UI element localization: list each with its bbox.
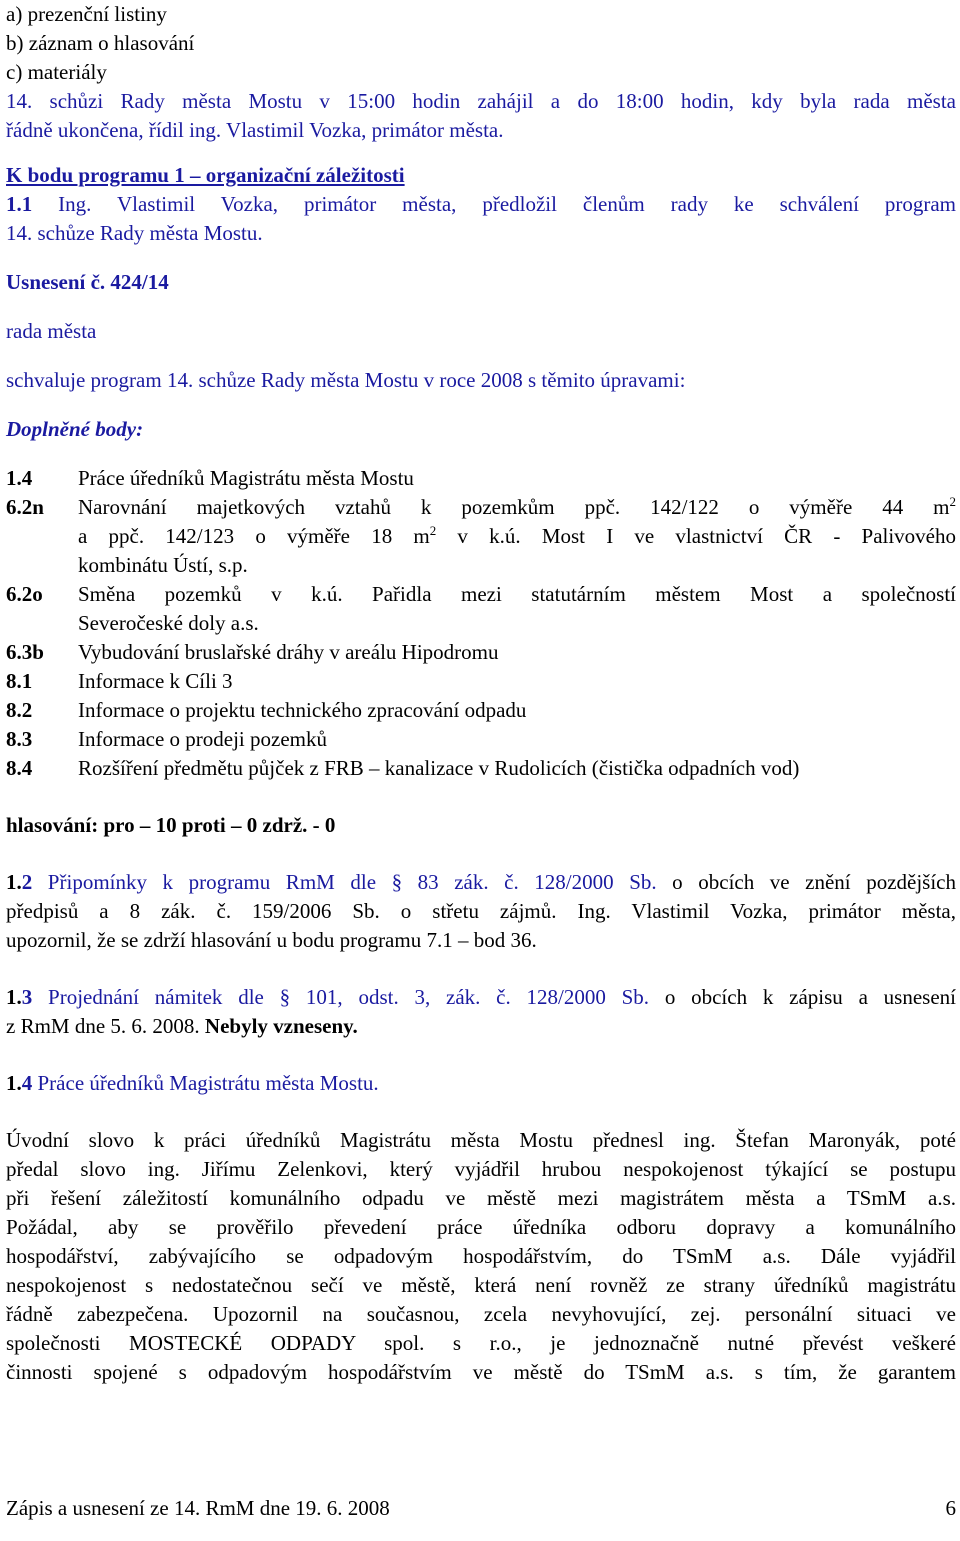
point-1-1-text: Ing. Vlastimil Vozka, primátor města, předložil členům rady ke schválení program: [32, 192, 956, 216]
point-number-blue: 3: [21, 985, 33, 1009]
agenda-item: [6, 638, 956, 667]
point-1-3: [6, 983, 956, 1041]
point-1-2-line-3: upozornil, že se zdrží hlasování u bodu programu 7.1 – bod 36.: [6, 928, 537, 952]
agenda-item-text: Rozšíření předmětu půjček z FRB – kanalizace v Rudolicích (čistička odpadních vod): [78, 756, 800, 780]
point-1-2: [6, 868, 956, 955]
point-number-blue: 2: [21, 870, 33, 894]
point-1-4: [6, 1069, 956, 1098]
point-text: o obcích ve znění pozdějších: [656, 870, 956, 894]
agenda-item-text-line: kombinátu Ústí, s.p.: [78, 553, 248, 577]
point-title: Práce úředníků Magistrátu města Mostu.: [32, 1071, 379, 1095]
body-line: společnosti MOSTECKÉ ODPADY spol. s r.o., je jednoznačně nutné převést veškeré: [6, 1331, 956, 1355]
agenda-list: [6, 464, 956, 783]
agenda-item-text: a ppč. 142/123 o výměře 18 m: [78, 524, 430, 548]
footer-title: Zápis a usnesení ze 14. RmM dne 19. 6. 2008: [6, 1496, 390, 1520]
point-title: Projednání námitek dle § 101, odst. 3, zák. č. 128/2000 Sb.: [32, 985, 650, 1009]
superscript: 2: [429, 523, 437, 538]
agenda-item: [6, 580, 956, 638]
point-number: 1.: [6, 870, 22, 894]
agenda-item-text: Informace k Cíli 3: [78, 669, 233, 693]
body-line: při řešení záležitostí komunálního odpadu ve městě mezi magistrátem města a TSmM a.s.: [6, 1186, 956, 1210]
point-1-4-title: [6, 1069, 956, 1098]
body-line: předal slovo ing. Jiřímu Zelenkovi, který vyjádřil hrubou nespokojenost týkající se postupu: [6, 1157, 956, 1181]
point-number-blue: 4: [21, 1071, 33, 1095]
body-line: hospodářství, zabývajícího se odpadovým hospodářstvím, do TSmM a.s. Dále vyjádřil: [6, 1244, 956, 1268]
point-number: 1.: [6, 985, 22, 1009]
meeting-line-1: 14. schůzi Rady města Mostu v 15:00 hodin zahájil a do 18:00 hodin, kdy byla rada města: [6, 89, 956, 113]
page-footer: [6, 1494, 956, 1523]
body-line: řádně zabezpečena. Upozornil na současnou, zcela nevyhovující, zej. personální situaci ve: [6, 1302, 956, 1326]
superscript: 2: [949, 494, 956, 509]
meeting-line-2: řádně ukončena, řídil ing. Vlastimil Vozka, primátor města.: [6, 118, 504, 142]
agenda-item-number: 6.2o: [6, 582, 43, 606]
agenda-item: [6, 493, 956, 580]
agenda-item-text: Informace o projektu technického zpracování odpadu: [78, 698, 527, 722]
point-result: Nebyly vzneseny.: [204, 1014, 358, 1038]
body-line: Požádal, aby se prověřilo převedení práce úředníka odboru dopravy a komunálního: [6, 1215, 956, 1239]
body-line: nespokojenost s nedostatečnou sečí ve městě, která není rovněž ze strany úředníků magistrátu: [6, 1273, 956, 1297]
agenda-item-number: 6.3b: [6, 640, 44, 664]
agenda-item-number: 6.2n: [6, 495, 44, 519]
point-title: Připomínky k programu RmM dle § 83 zák. č. 128/2000 Sb.: [32, 870, 657, 894]
agenda-item-number: 8.3: [6, 727, 33, 751]
added-items-title: Doplněné body:: [6, 417, 144, 441]
council-label: rada města: [6, 319, 97, 343]
agenda-item-number: 8.4: [6, 756, 33, 780]
point-1-4-body: [6, 1126, 956, 1387]
agenda-item-text: v k.ú. Most I ve vlastnictví ČR - Palivového: [436, 524, 957, 548]
page-number: 6: [945, 1496, 956, 1520]
document-page: [6, 0, 956, 1387]
body-line: činnosti spojené s odpadovým hospodářstvím ve městě do TSmM a.s. s tím, že garantem: [6, 1360, 956, 1384]
point-1-2-line-2: předpisů a 8 zák. č. 159/2006 Sb. o střetu zájmů. Ing. Vlastimil Vozka, primátor města,: [6, 899, 956, 923]
agenda-item-text-line: Směna pozemků v k.ú. Pařidla mezi statutárním městem Most a společností: [78, 582, 956, 606]
agenda-item-number: 1.4: [6, 466, 33, 490]
agenda-item-text: Narovnání majetkových vztahů k pozemkům ppč. 142/122 o výměře 44 m: [78, 495, 950, 519]
agenda-item-text: Informace o prodeji pozemků: [78, 727, 327, 751]
agenda-item: [6, 696, 956, 725]
intro-item-a: a) prezenční listiny: [6, 2, 167, 26]
section-1-heading: K bodu programu 1 – organizační záležitosti: [6, 163, 405, 187]
approval-text: schvaluje program 14. schůze Rady města Mostu v roce 2008 s těmito úpravami:: [6, 368, 686, 392]
point-1-1-number: 1.1: [6, 192, 33, 216]
point-1-2-line-1: [6, 868, 956, 897]
intro-item-b: b) záznam o hlasování: [6, 31, 195, 55]
agenda-item-text-line: [78, 522, 956, 551]
vote-result: hlasování: pro – 10 proti – 0 zdrž. - 0: [6, 813, 336, 837]
resolution-number: Usnesení č. 424/14: [6, 270, 169, 294]
agenda-item: [6, 464, 956, 493]
agenda-item-text: Práce úředníků Magistrátu města Mostu: [78, 466, 414, 490]
intro-item-c: c) materiály: [6, 60, 107, 84]
point-number: 1.: [6, 1071, 22, 1095]
agenda-item: [6, 725, 956, 754]
body-line: Úvodní slovo k práci úředníků Magistrátu města Mostu přednesl ing. Štefan Maronyák, poté: [6, 1128, 956, 1152]
agenda-item-text-line: [78, 493, 956, 522]
agenda-item-text-line: Severočeské doly a.s.: [78, 611, 259, 635]
agenda-item-number: 8.2: [6, 698, 33, 722]
agenda-item-number: 8.1: [6, 669, 33, 693]
point-1-1-line-2: 14. schůze Rady města Mostu.: [6, 221, 263, 245]
point-1-3-line-2: [6, 1012, 956, 1041]
agenda-item-text: Vybudování bruslařské dráhy v areálu Hipodromu: [78, 640, 499, 664]
agenda-item: [6, 754, 956, 783]
point-text: z RmM dne 5. 6. 2008.: [6, 1014, 205, 1038]
point-1-3-line-1: [6, 983, 956, 1012]
point-text: o obcích k zápisu a usnesení: [649, 985, 956, 1009]
point-1-1-line-1: [6, 190, 956, 219]
agenda-item: [6, 667, 956, 696]
